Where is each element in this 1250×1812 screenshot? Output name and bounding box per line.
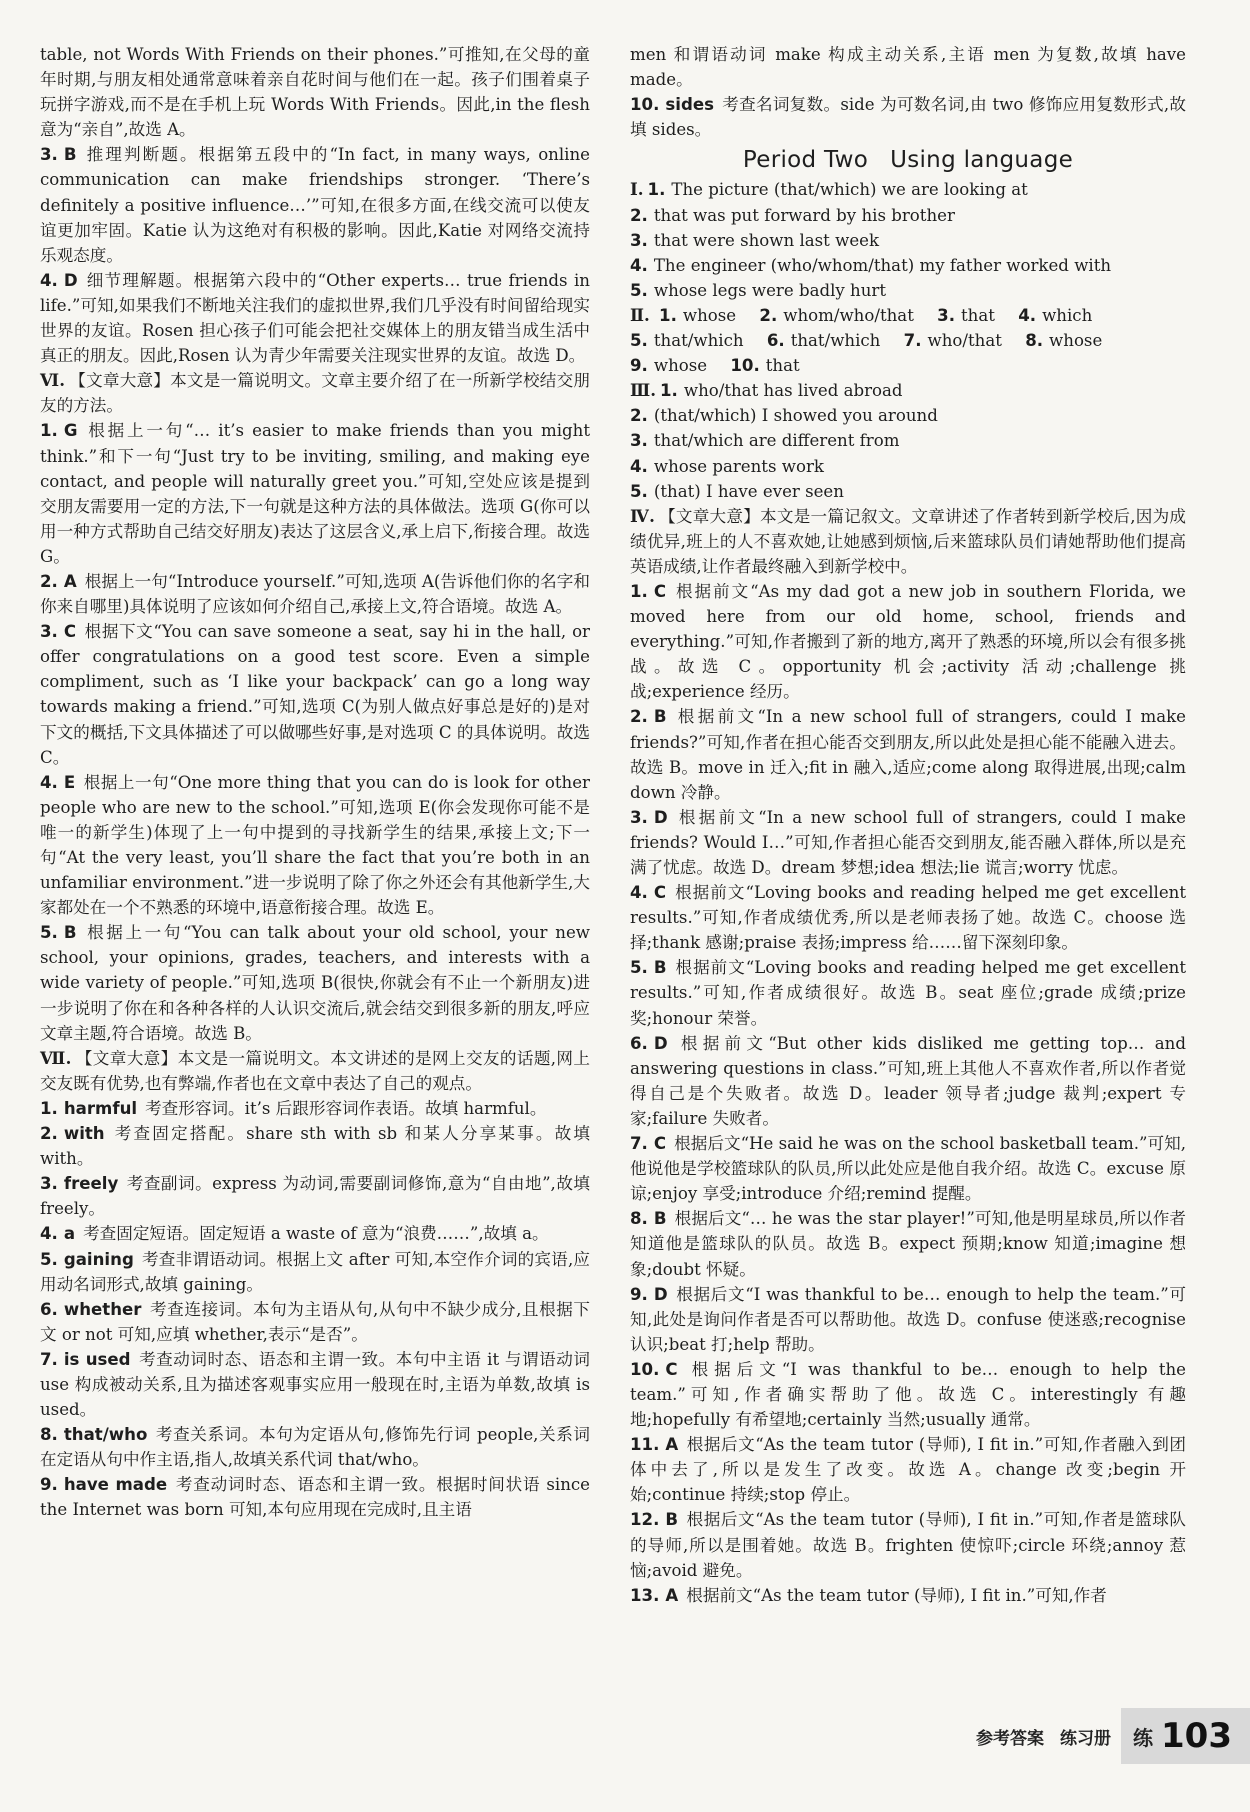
text-segment: 根据前文“In a new school full of strangers, could I make friends? Would I…”可知,作者担心能否交到朋友,能否融入群体,所以是充满了忧虑。故选 D。dream 梦想;idea 想法;lie 谎言;worry 忧虑。 <box>630 807 1186 877</box>
text-segment: 考查固定短语。固定短语 a waste of 意为“浪费……”,故填 a。 <box>83 1224 549 1244</box>
text-segment: gaining <box>63 1249 134 1269</box>
text-segment: G <box>63 421 78 441</box>
text-segment: that <box>765 356 800 376</box>
list-item <box>630 428 1186 453</box>
answer-item <box>40 1297 590 1347</box>
text-segment: 根据下文“You can save someone a seat, say hi in the hall, or offer congratulations on a good test score. Even a simple compliment, such as ‘I like your backpack’ can go a long way towards making a friend.”可知,选项 C(为别人做点好事总是好的)是对下文的概括,下文具体描述了可以做哪些好事,是对选项 C 的具体说明。故选 C。 <box>40 622 590 767</box>
text-segment: C <box>653 581 667 601</box>
answer-item <box>40 418 590 569</box>
page-footer <box>976 1708 1250 1764</box>
text-segment: 6. <box>40 1299 58 1319</box>
text-segment: D <box>63 270 78 290</box>
footer-book-label: 练习册 <box>1060 1728 1112 1749</box>
text-segment: D <box>653 1284 668 1304</box>
text-segment: 6. <box>630 1033 648 1053</box>
text-segment: 4. <box>630 255 648 275</box>
list-item <box>630 203 1186 228</box>
text-segment: 根据上一句“Introduce yourself.”可知,选项 A(告诉他们你的名字和你来自哪里)具体说明了应该如何介绍自己,承接上文,符合语境。故选 A。 <box>40 571 590 617</box>
text-segment: 考查动词时态、语态和主谓一致。根据时间状语 since the Internet was born 可知,本句应用现在完成时,且主语 <box>40 1475 590 1520</box>
text-segment: Ⅰ. <box>630 179 644 200</box>
text-segment: whose <box>682 305 737 325</box>
section-summary <box>630 504 1186 579</box>
section-summary <box>40 368 590 418</box>
answer-cell <box>767 328 881 353</box>
text-segment: 7. <box>630 1134 648 1154</box>
text-segment: that <box>961 305 995 325</box>
text-segment: 3. <box>630 431 648 451</box>
text-segment: that/which <box>653 331 744 351</box>
period-label: Period Two <box>742 147 869 174</box>
text-segment: 10. <box>630 1359 660 1379</box>
text-segment: C <box>653 883 667 903</box>
answer-item <box>40 1422 590 1472</box>
answer-item <box>40 268 590 368</box>
text-segment: 5. <box>630 280 648 300</box>
column-divider <box>608 40 609 1720</box>
text-segment: 9. <box>630 356 648 376</box>
text-segment: whose <box>653 356 708 376</box>
text-segment: 2. <box>630 406 648 426</box>
text-segment: that/which are different from <box>653 431 900 451</box>
text-segment: that were shown last week <box>653 230 880 250</box>
text-segment: 【文章大意】本文是一篇说明文。本文讲述的是网上交友的话题,网上交友既有优势,也有弊端,作者也在文章中表达了自己的观点。 <box>40 1048 590 1093</box>
text-segment: 4. <box>40 772 58 792</box>
text-segment: who/that <box>927 331 1002 351</box>
answer-item <box>40 619 590 770</box>
answer-item <box>40 1347 590 1422</box>
text-segment: 考查动词时态、语态和主谓一致。本句中主语 it 与谓语动词 use 构成被动关系,且为描述客观事实应用一般现在时,主语为单数,故填 is used。 <box>40 1349 590 1420</box>
text-segment: 6. <box>766 331 785 351</box>
text-segment: B <box>665 1510 679 1530</box>
text-segment: 考查副词。express 为动词,需要副词修饰,意为“自由地”,故填 freely。 <box>40 1174 590 1219</box>
text-segment: 1. <box>40 1098 58 1118</box>
list-item <box>630 479 1186 504</box>
text-segment: A <box>63 571 77 591</box>
text-segment: C <box>665 1359 678 1379</box>
text-segment: 4. <box>40 270 58 290</box>
text-segment: 3. <box>40 1174 58 1194</box>
text-segment: whose legs were badly hurt <box>653 280 887 300</box>
answer-cell <box>630 328 744 353</box>
answer-item <box>630 1031 1186 1131</box>
text-segment: with <box>63 1124 105 1144</box>
text-segment: 7. <box>40 1349 58 1369</box>
answer-row <box>630 303 1186 328</box>
text-segment: 考查形容词。it’s 后跟形容词作表语。故填 harmful。 <box>145 1098 547 1118</box>
text-segment: B <box>653 1209 667 1229</box>
text-segment: 4. <box>630 456 648 476</box>
text-segment: 2. <box>759 305 778 325</box>
footer-lian-label: 练 <box>1133 1725 1154 1750</box>
text-segment: (that) I have ever seen <box>653 481 844 501</box>
text-segment: 5. <box>630 331 648 351</box>
answer-paragraph <box>630 42 1186 92</box>
text-segment: 5. <box>40 1249 58 1269</box>
text-segment: 根据上一句“… it’s easier to make friends than you might think.”和下一句“Just try to be inviting, smiling, and making eye contact, and people will naturally greet you.”可知,空处应该是提到交朋友需要用一定的方法,下一句就是这种方法的具体做法。选项 G(你可以用一种方式帮助自己结交好朋友)表达了这层含义,承上启下,衔接合理。故选 G。 <box>40 421 590 566</box>
text-segment: 根据前文“But other kids disliked me getting top… and answering questions in class.”可知,班上其他人不喜欢作者,所以作者觉得自己是个失败者。故选 D。leader 领导者;judge 裁判;expert 专家;failure 失败者。 <box>630 1033 1186 1128</box>
text-segment: freely <box>63 1174 119 1194</box>
text-segment: 推理判断题。根据第五段中的“In fact, in many ways, online communication can make friendships stronger. ‘There’s definitely a positive influence…’”可知,在很多方面,在线交流可以使友谊更加牢固。Katie 认为这绝对有积极的影响。因此,Katie 对网络交流持乐观态度。 <box>40 145 590 265</box>
answer-row <box>630 353 1186 378</box>
answer-item <box>630 1131 1186 1206</box>
text-segment: which <box>1042 305 1093 325</box>
answer-cell <box>937 303 995 328</box>
text-segment: 8. <box>630 1209 648 1229</box>
answer-item <box>40 1096 590 1121</box>
topic-label: Using language <box>890 147 1074 174</box>
text-segment: 4. <box>1018 305 1037 325</box>
section-title <box>630 148 1186 173</box>
text-segment: who/that has lived abroad <box>683 381 903 401</box>
section-summary <box>40 1046 590 1096</box>
answer-cell <box>759 303 913 328</box>
text-segment: 根据后文“As the team tutor (导师), I fit in.”可知,作者是篮球队的导师,所以是围着她。故选 B。frighten 使惊吓;circle 环绕;annoy 惹恼;avoid 避免。 <box>630 1510 1186 1580</box>
list-item <box>630 278 1186 303</box>
text-segment: (that/which) I showed you around <box>653 406 938 426</box>
answer-item <box>630 1282 1186 1357</box>
text-segment: whom/who/that <box>783 305 914 325</box>
text-segment: 根据后文“… he was the star player!”可知,他是明星球员,所以作者知道他是篮球队的队员。故选 B。expect 预期;know 知道;imagine 想象;doubt 怀疑。 <box>630 1209 1186 1279</box>
text-segment: 2. <box>630 707 648 727</box>
text-segment: 根据前文“In a new school full of strangers, could I make friends?”可知,作者在担心能否交到朋友,所以此处是担心能不能融入进去。故选 B。move in 迁入;fit in 融入,适应;come along 取得进展,出现;calm down 冷静。 <box>630 707 1186 802</box>
text-segment: 根据上一句“One more thing that you can do is look for other people who are new to the school.”可知,选项 E(你会发现你可能不是唯一的新学生)体现了上一句中提到的寻找新学生的结果,承接上文;下一句“At the very least, you’ll share the fact that you’re both in an unfamiliar environment.”进一步说明了除了你之外还会有其他新学生,大家都处在一个不熟悉的环境中,语意衔接合理。故选 E。 <box>40 772 590 918</box>
text-segment: 3. <box>40 622 58 642</box>
text-segment: 5. <box>630 958 648 978</box>
text-segment: 1. <box>40 421 58 441</box>
text-segment: Ⅲ. <box>630 380 656 401</box>
answer-cell <box>659 303 736 328</box>
text-segment: 3. <box>937 305 956 325</box>
list-item <box>630 403 1186 428</box>
text-segment: 3. <box>630 807 648 827</box>
list-item <box>630 378 1186 403</box>
text-segment: 10. <box>630 95 660 115</box>
answer-item <box>40 770 590 921</box>
answer-item <box>40 569 590 619</box>
text-segment: a <box>63 1224 76 1244</box>
list-item <box>630 454 1186 479</box>
text-segment: A <box>665 1585 679 1605</box>
text-segment: 8. <box>40 1425 58 1445</box>
text-segment: C <box>63 622 77 642</box>
text-segment: 8. <box>1025 331 1044 351</box>
footer-reference-label: 参考答案 <box>976 1728 1045 1749</box>
text-segment: that/which <box>790 331 881 351</box>
text-segment: B <box>63 145 77 165</box>
list-item <box>630 177 1186 202</box>
text-segment: table, not Words With Friends on their phones.”可推知,在父母的童年时期,与朋友相处通常意味着亲自花时间与他们在一起。孩子们围着桌子玩拼字游戏,而不是在手机上玩 Words With Friends。因此,in the flesh 意为“亲自”,故选 A。 <box>40 45 590 140</box>
answer-item <box>40 1247 590 1297</box>
text-segment: 考查连接词。本句为主语从句,从句中不缺少成分,且根据下文 or not 可知,应填 whether,表示“是否”。 <box>40 1299 590 1344</box>
text-segment: 10. <box>730 356 760 376</box>
answer-item <box>630 704 1186 804</box>
text-segment: 考查关系词。本句为定语从句,修饰先行词 people,关系词在定语从句中作主语,指人,故填关系代词 that/who。 <box>40 1425 590 1470</box>
text-segment: sides <box>665 95 714 115</box>
text-segment: 根据后文“I was thankful to be… enough to help the team.”可知,作者确实帮助了他。故选 C。interestingly 有趣地;hopefully 有希望地;certainly 当然;usually 通常。 <box>630 1359 1186 1430</box>
answer-item <box>630 1206 1186 1281</box>
text-segment: 7. <box>903 331 922 351</box>
answer-item <box>630 579 1186 704</box>
right-column <box>630 42 1186 1608</box>
text-segment: 考查固定搭配。share sth with sb 和某人分享某事。故填 with。 <box>40 1124 590 1169</box>
answer-item <box>630 1583 1186 1608</box>
text-segment: 根据前文“As my dad got a new job in southern Florida, we moved here from our old home, school, friends and everything.”可知,作者搬到了新的地方,离开了熟悉的环境,所以会有很多挑战。故选 C。opportunity 机会;activity 活动;challenge 挑战;experience 经历。 <box>630 581 1186 702</box>
answer-item <box>630 1507 1186 1582</box>
text-segment: 5. <box>630 481 648 501</box>
answer-item <box>40 142 590 267</box>
text-segment: 根据后文“I was thankful to be… enough to help the team.”可知,此处是询问作者是否可以帮助他。故选 D。confuse 使迷惑;recognise 认识;beat 打;help 帮助。 <box>630 1284 1186 1354</box>
text-segment: Ⅵ. <box>40 370 66 391</box>
text-segment: D <box>653 1033 668 1053</box>
text-segment: 考查非谓语动词。根据上文 after 可知,本空作介词的宾语,应用动名词形式,故填 gaining。 <box>40 1249 590 1294</box>
text-segment: 2. <box>40 571 58 591</box>
text-segment: 考查名词复数。side 为可数名词,由 two 修饰应用复数形式,故填 sides。 <box>630 95 1186 140</box>
answer-item <box>40 920 590 1045</box>
page-number-box <box>1121 1708 1250 1764</box>
text-segment: 5. <box>40 923 58 943</box>
text-segment: 13. <box>630 1585 660 1605</box>
text-segment: 根据前文“Loving books and reading helped me get excellent results.”可知,作者成绩很好。故选 B。seat 座位;grade 成绩;prize 奖;honour 荣誉。 <box>630 958 1186 1028</box>
text-segment: 12. <box>630 1510 660 1530</box>
text-segment: 【文章大意】本文是一篇说明文。文章主要介绍了在一所新学校结交朋友的方法。 <box>40 371 591 416</box>
text-segment: is used <box>63 1349 131 1369</box>
answer-cell <box>904 328 1002 353</box>
text-segment: 4. <box>630 883 648 903</box>
text-segment: 2. <box>630 205 648 225</box>
text-segment: D <box>653 807 668 827</box>
text-segment: 1. <box>659 305 677 325</box>
text-segment: 9. <box>630 1284 648 1304</box>
text-segment: 3. <box>40 145 58 165</box>
text-segment: 3. <box>630 230 648 250</box>
text-segment: B <box>653 958 667 978</box>
part-three <box>630 378 1186 503</box>
text-segment: The picture (that/which) we are looking at <box>671 180 1028 200</box>
answer-item <box>40 1472 590 1522</box>
text-segment: 根据前文“Loving books and reading helped me get excellent results.”可知,作者成绩优秀,所以是老师表扬了她。故选 C。choose 选择;thank 感谢;praise 表扬;impress 给……留下深刻印象。 <box>630 883 1186 953</box>
answer-cell <box>730 353 799 378</box>
text-segment: 细节理解题。根据第六段中的“Other experts… true friends in life.”可知,如果我们不断地关注我们的虚拟世界,我们几乎没有时间留给现实世界的友谊。Rosen 担心孩子们可能会把社交媒体上的朋友错当成生活中真正的朋友。因此,Rosen 认为青少年需要关注现实世界的友谊。故选 D。 <box>40 270 590 366</box>
answer-item <box>630 805 1186 880</box>
list-item <box>630 228 1186 253</box>
text-segment: E <box>63 772 76 792</box>
text-segment: 9. <box>40 1475 58 1495</box>
answer-cell <box>630 353 707 378</box>
answer-paragraph <box>40 42 590 142</box>
text-segment: whether <box>63 1299 142 1319</box>
text-segment: A <box>665 1435 679 1455</box>
text-segment: 1. <box>630 581 648 601</box>
text-segment: Ⅱ. <box>630 304 650 325</box>
answer-row <box>630 328 1186 353</box>
text-segment: that was put forward by his brother <box>653 205 955 225</box>
part-two <box>630 303 1186 378</box>
text-segment: whose <box>1049 331 1103 351</box>
text-segment: Ⅳ. <box>630 505 655 526</box>
text-segment: B <box>653 707 667 727</box>
text-segment: 11. <box>630 1435 660 1455</box>
answer-item <box>40 1221 590 1246</box>
answer-item <box>630 955 1186 1030</box>
answer-item <box>630 880 1186 955</box>
text-segment: that/who <box>63 1425 148 1445</box>
text-segment: The engineer (who/whom/that) my father worked with <box>653 255 1112 275</box>
left-column <box>40 42 590 1523</box>
text-segment: 根据上一句“You can talk about your old school, your new school, your opinions, grades, teachers, and interests with a wide variety of people.”可知,选项 B(很快,你就会有不止一个新朋友)进一步说明了你在和各种各样的人认识交流后,就会结交到很多新的朋友,呼应文章主题,符合语境。故选 B。 <box>40 923 590 1043</box>
text-segment: harmful <box>63 1098 138 1118</box>
answer-item <box>630 1357 1186 1432</box>
text-segment: 根据后文“He said he was on the school basketball team.”可知,他说他是学校篮球队的队员,所以此处应是他自我介绍。故选 C。excuse 原谅;enjoy 享受;introduce 介绍;remind 提醒。 <box>630 1134 1186 1204</box>
text-segment: B <box>63 923 77 943</box>
text-segment: 根据后文“As the team tutor (导师), I fit in.”可知,作者融入到团体中去了,所以是发生了改变。故选 A。change 改变;begin 开始;continue 持续;stop 停止。 <box>630 1435 1186 1505</box>
list-item <box>630 253 1186 278</box>
answer-item <box>630 92 1186 142</box>
text-segment: 1. <box>647 180 666 200</box>
text-segment: 【文章大意】本文是一篇记叙文。文章讲述了作者转到新学校后,因为成绩优异,班上的人不喜欢她,让她感到烦恼,后来篮球队员们请她帮助他们提高英语成绩,让作者最终融入到新学校中。 <box>630 506 1186 576</box>
answer-item <box>630 1432 1186 1507</box>
answer-item <box>40 1171 590 1221</box>
text-segment: 1. <box>660 381 678 401</box>
text-segment: have made <box>63 1475 168 1495</box>
text-segment: 4. <box>40 1224 58 1244</box>
answer-item <box>40 1121 590 1171</box>
text-segment: 2. <box>40 1124 58 1144</box>
answer-cell <box>1018 303 1092 328</box>
text-segment: Ⅶ. <box>40 1047 72 1068</box>
text-segment: 根据前文“As the team tutor (导师), I fit in.”可知,作者 <box>686 1585 1107 1605</box>
page-number: 103 <box>1161 1716 1232 1756</box>
text-segment: men 和谓语动词 make 构成主动关系,主语 men 为复数,故填 have made。 <box>630 45 1186 90</box>
text-segment: C <box>653 1134 667 1154</box>
text-segment: whose parents work <box>653 456 824 476</box>
part-one <box>630 177 1186 302</box>
answer-cell <box>1025 328 1102 353</box>
